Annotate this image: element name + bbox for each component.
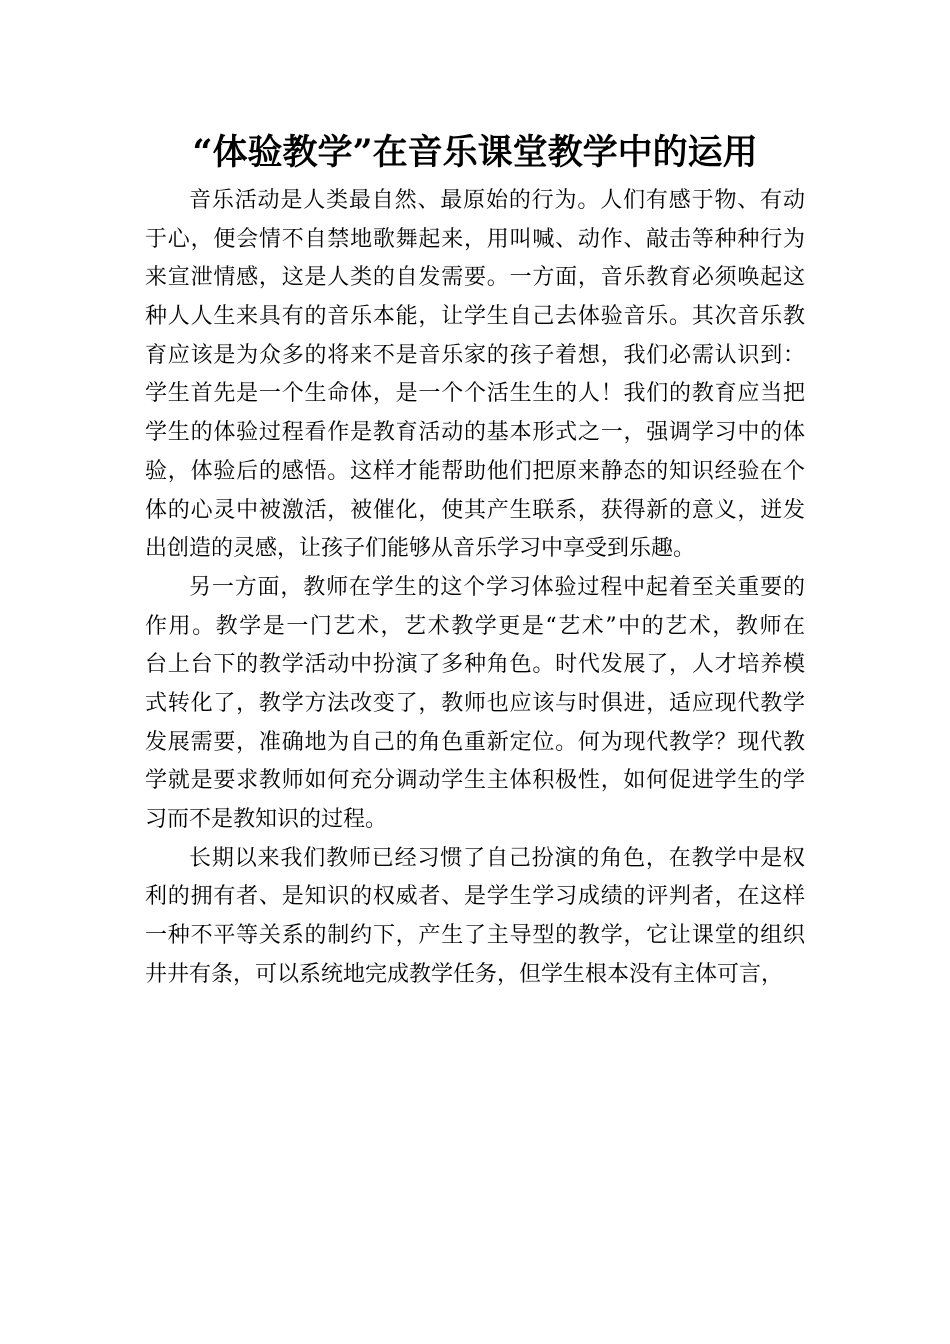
paragraph-2-line: 另一方面，教师在学生的这个学习体验过程中起着至关重要的: [189, 574, 805, 600]
paragraph-1-line: 学生首先是一个生命体，是一个个活生生的人！我们的教育应当把: [145, 381, 805, 407]
paragraph-1-line: 于心，便会情不自禁地歌舞起来，用叫喊、动作、敲击等种种行为: [145, 226, 805, 252]
paragraph-1-line: 来宣泄情感，这是人类的自发需要。一方面，音乐教育必须唤起这: [145, 265, 805, 291]
paragraph-3-line: 一种不平等关系的制约下，产生了主导型的教学，它让课堂的组织: [145, 923, 805, 949]
document-body: [145, 182, 805, 994]
paragraph-1-line: 学生的体验过程看作是教育活动的基本形式之一，强调学习中的体: [145, 420, 805, 446]
paragraph-3-line: 长期以来我们教师已经习惯了自己扮演的角色，在教学中是权: [189, 845, 805, 871]
paragraph-1-line: 音乐活动是人类最自然、最原始的行为。人们有感于物、有动: [189, 188, 805, 213]
paragraph-2-line: 学就是要求教师如何充分调动学生主体积极性，如何促进学生的学: [145, 768, 805, 794]
paragraph-2-line: 式转化了，教学方法改变了，教师也应该与时俱进，适应现代教学: [145, 690, 805, 716]
paragraph-2-line: 习而不是教知识的过程。: [145, 807, 388, 832]
paragraph-3-line: 井井有条，可以系统地完成教学任务，但学生根本没有主体可言，: [145, 961, 784, 987]
paragraph-1-line: 出创造的灵感，让孩子们能够从音乐学习中享受到乐趣。: [145, 536, 696, 562]
document-title: “体验教学”在音乐课堂教学中的运用: [192, 132, 758, 173]
paragraph-2-line: 作用。教学是一门艺术，艺术教学更是“艺术”中的艺术，教师在: [145, 613, 805, 639]
paragraph-3-line: 利的拥有者、是知识的权威者、是学生学习成绩的评判者，在这样: [145, 884, 805, 910]
paragraph-2-line: 台上台下的教学活动中扮演了多种角色。时代发展了，人才培养模: [145, 652, 805, 678]
paragraph-1-line: 种人人生来具有的音乐本能，让学生自己去体验音乐。其次音乐教: [145, 304, 805, 330]
paragraph-1-line: 体的心灵中被激活，被催化，使其产生联系，获得新的意义，迸发: [145, 497, 805, 523]
paragraph-1-line: 育应该是为众多的将来不是音乐家的孩子着想，我们必需认识到：: [145, 342, 805, 368]
paragraph-2-line: 发展需要，准确地为自己的角色重新定位。何为现代教学？现代教: [145, 729, 805, 755]
paragraph-1-line: 验，体验后的感悟。这样才能帮助他们把原来静态的知识经验在个: [145, 458, 805, 484]
